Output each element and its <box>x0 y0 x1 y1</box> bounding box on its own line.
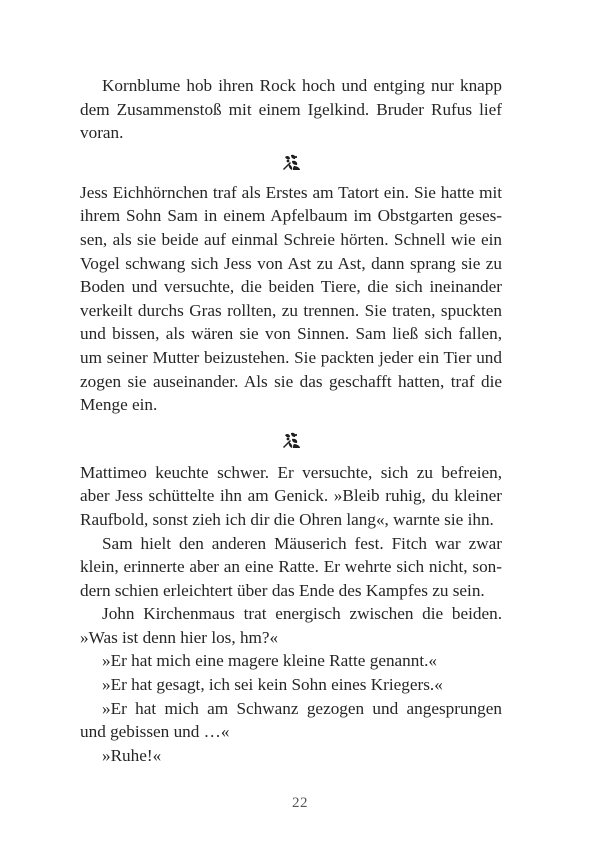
page-number: 22 <box>292 795 308 811</box>
paragraph-kornblume: Kornblume hob ihren Rock hoch und entging nur knapp dem Zusammenstoß mit einem Igelkind. Bruder Rufus lief voran. <box>80 76 502 143</box>
fleuron-icon <box>280 153 302 171</box>
paragraph-sam-fitch: Sam hielt den anderen Mäuserich fest. Fitch war zwar klein, erinnerte aber an eine Ratte. Er wehrte sich nicht, sondern schien erleichtert über das Ende des Kampfes zu sein. <box>80 533 502 600</box>
dialogue-line: »Er hat gesagt, ich sei kein Sohn eines Kriegers.« <box>102 675 443 695</box>
paragraph-jess-eichhoernchen: Jess Eichhörnchen traf als Erstes am Tatort ein. Sie hatte mit ihrem Sohn Sam in einem Apfelbaum im Obstgarten gesessen, als sie beide auf einmal Schreie hörten. Schnell wie ein Vogel schwang sich Jess von Ast zu Ast, dann sprang sie zu Boden und versuchte, die beiden Tiere, die sich ineinander verkeilt durchs Gras rollten, zu trennen. Sie traten, spuckten und bissen, als wären sie von Sinnen. Sam ließ sich fallen, um seiner Mutter beizustehen. Sie packten jeder ein Tier und zogen sie auseinander. Als sie das geschafft hatten, traf die Menge ein. <box>80 182 502 415</box>
dialogue-line: »Er hat mich eine magere kleine Ratte genannt.« <box>102 651 438 671</box>
fleuron-icon <box>280 431 302 449</box>
paragraph-john-kirchenmaus: John Kirchenmaus trat energisch zwischen die beiden. »Was ist denn hier los, hm?« <box>80 604 502 647</box>
section-break-ornament <box>80 147 502 177</box>
paragraph-mattimeo: Mattimeo keuchte schwer. Er versuchte, sich zu befreien, aber Jess schüttelte ihn am Genick. »Bleib ruhig, du kleiner Raufbold, sonst zieh ich dir die Ohren lang«, warnte sie ihn. <box>80 462 502 529</box>
dialogue-line: »Ruhe!« <box>102 745 162 765</box>
section-break-ornament <box>80 425 502 455</box>
dialogue-line: »Er hat mich am Schwanz gezogen und angesprungen und gebissen und …« <box>80 698 502 742</box>
book-page-text-column <box>80 74 502 767</box>
